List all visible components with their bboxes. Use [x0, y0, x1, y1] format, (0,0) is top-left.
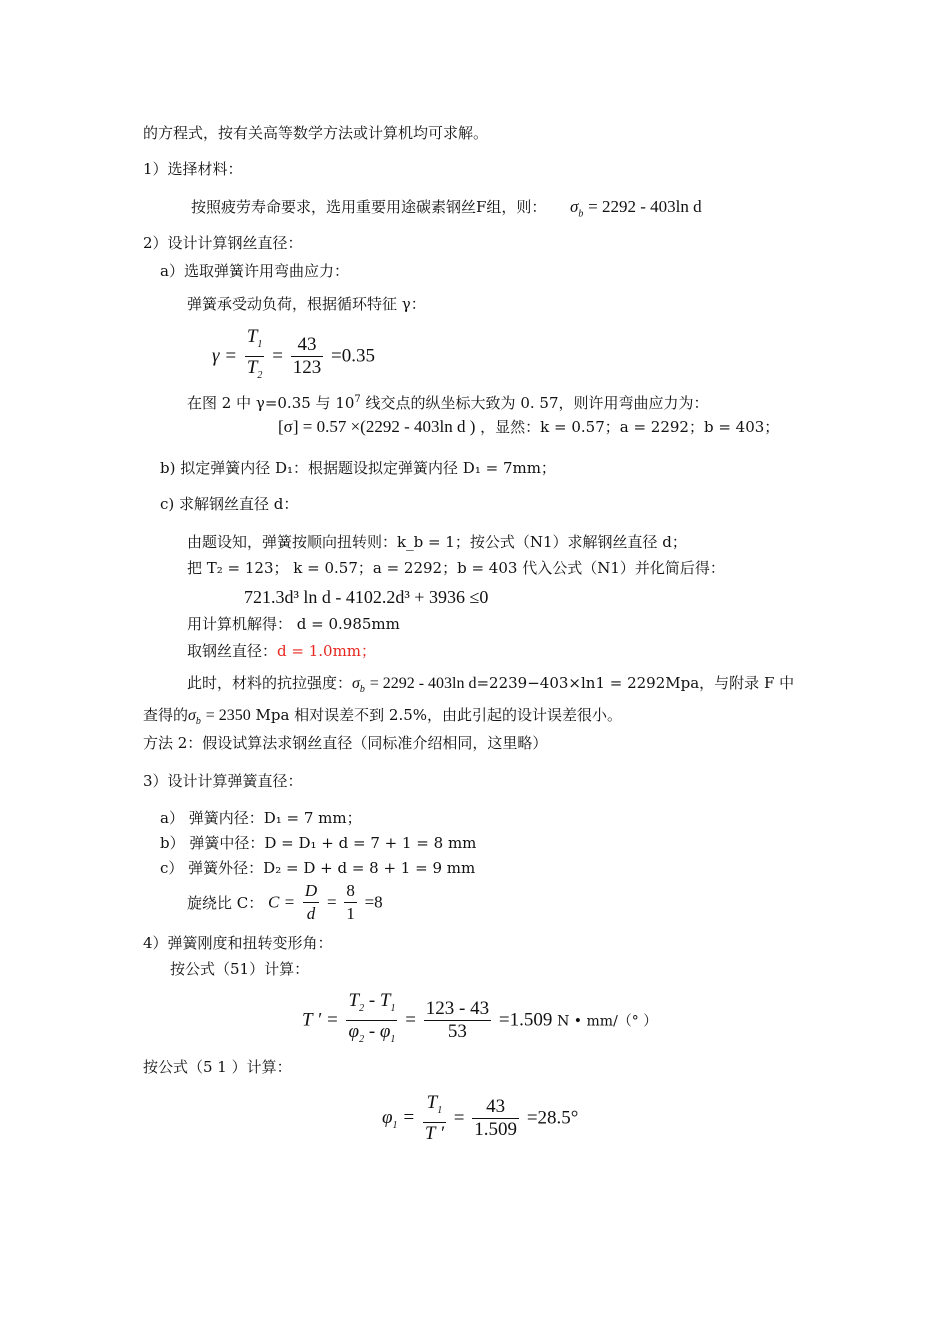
section-heading-spring-diameter: 3）设计计算弹簧直径：	[143, 772, 303, 790]
list-item: c） 弹簧外径：D₂ = D + d = 8 + 1 = 9 mm	[160, 859, 476, 877]
text-line: 按公式（5 1 ）计算：	[143, 1058, 292, 1076]
section-heading-diameter: 2）设计计算钢丝直径：	[143, 234, 303, 252]
text-line: 把 T₂ = 123； k = 0.57；a = 2292；b = 403 代入公式（N1）并化简后得：	[187, 559, 725, 577]
list-item: b） 弹簧中径：D = D₁ + d = 7 + 1 = 8 mm	[160, 834, 477, 852]
section-heading-material: 1）选择材料：	[143, 160, 243, 178]
subheading: b) 拟定弹簧内径 D₁：根据题设拟定弹簧内径 D₁ = 7mm；	[160, 459, 556, 477]
inequality-formula: 721.3d³ ln d - 4102.2d³ + 3936 ≤0	[244, 587, 489, 607]
list-item: a） 弹簧内径：D₁ = 7 mm；	[160, 809, 362, 827]
text-line: 用计算机解得： d = 0.985mm	[187, 615, 400, 633]
subheading: c) 求解钢丝直径 d：	[160, 495, 299, 513]
text-line: 由题设知，弹簧按顺向扭转则：k_b = 1；按公式（N1）求解钢丝直径 d；	[187, 533, 687, 551]
text-line: 在图 2 中 γ=0.35 与 $10^7$ 线交点的纵坐标大致为 0. 57，则许用弯曲应力为：	[187, 394, 709, 412]
text-line: 方法 2：假设试算法求钢丝直径（同标准介绍相同，这里略）	[143, 734, 548, 752]
text-line: 取钢丝直径：d = 1.0mm；	[187, 642, 377, 660]
text-line: 按照疲劳寿命要求，选用重要用途碳素钢丝F组，则： $\sigma_b = 2292 - 403\ln$ d	[191, 197, 702, 220]
text-line: 此时，材料的抗拉强度：$\sigma_b = 2292 - 403\ln$ d=2239−403×ln1 = 2292Mpa，与附录 F 中	[187, 674, 795, 696]
result-value: d = 1.0mm；	[277, 642, 377, 660]
section-heading-stiffness: 4）弹簧刚度和扭转变形角：	[143, 934, 333, 952]
text-line: 的方程式，按有关高等数学方法或计算机均可求解。	[143, 124, 489, 142]
subheading: a）选取弹簧许用弯曲应力：	[160, 262, 349, 280]
text-line: 弹簧承受动负荷，根据循环特征 γ：	[187, 295, 426, 313]
torsion-angle-formula: $\varphi_1$ = $\frac{T_1}{T '}$ = $\frac{43}{1.509}$ =28.5°	[382, 1092, 579, 1144]
allowable-stress-formula: [σ] = 0.57 ×(2292 - 403ln d ) ，显然：k = 0.57；a = 2292；b = 403；	[278, 417, 780, 436]
torsional-stiffness-formula: T ′ = $\frac{T_2 - T_1}{\varphi_2 - \varphi_1}$ = $\frac{123 - 43}{53}$ =1.509 N • mm/（° ）	[302, 990, 658, 1045]
text-line: 查得的$\sigma_b = 2350$ Mpa 相对误差不到 2.5%，由此引起的设计误差很小。	[143, 706, 623, 728]
text-line: 按公式（51）计算：	[170, 960, 310, 978]
winding-ratio-formula: 旋绕比 C： C = $\frac{D}{d}$ = $\frac{8}{1}$ =8	[187, 881, 383, 923]
gamma-formula: γ = $\frac{T_1}{T_2}$ = $\frac{43}{123}$ =0.35	[212, 326, 375, 381]
